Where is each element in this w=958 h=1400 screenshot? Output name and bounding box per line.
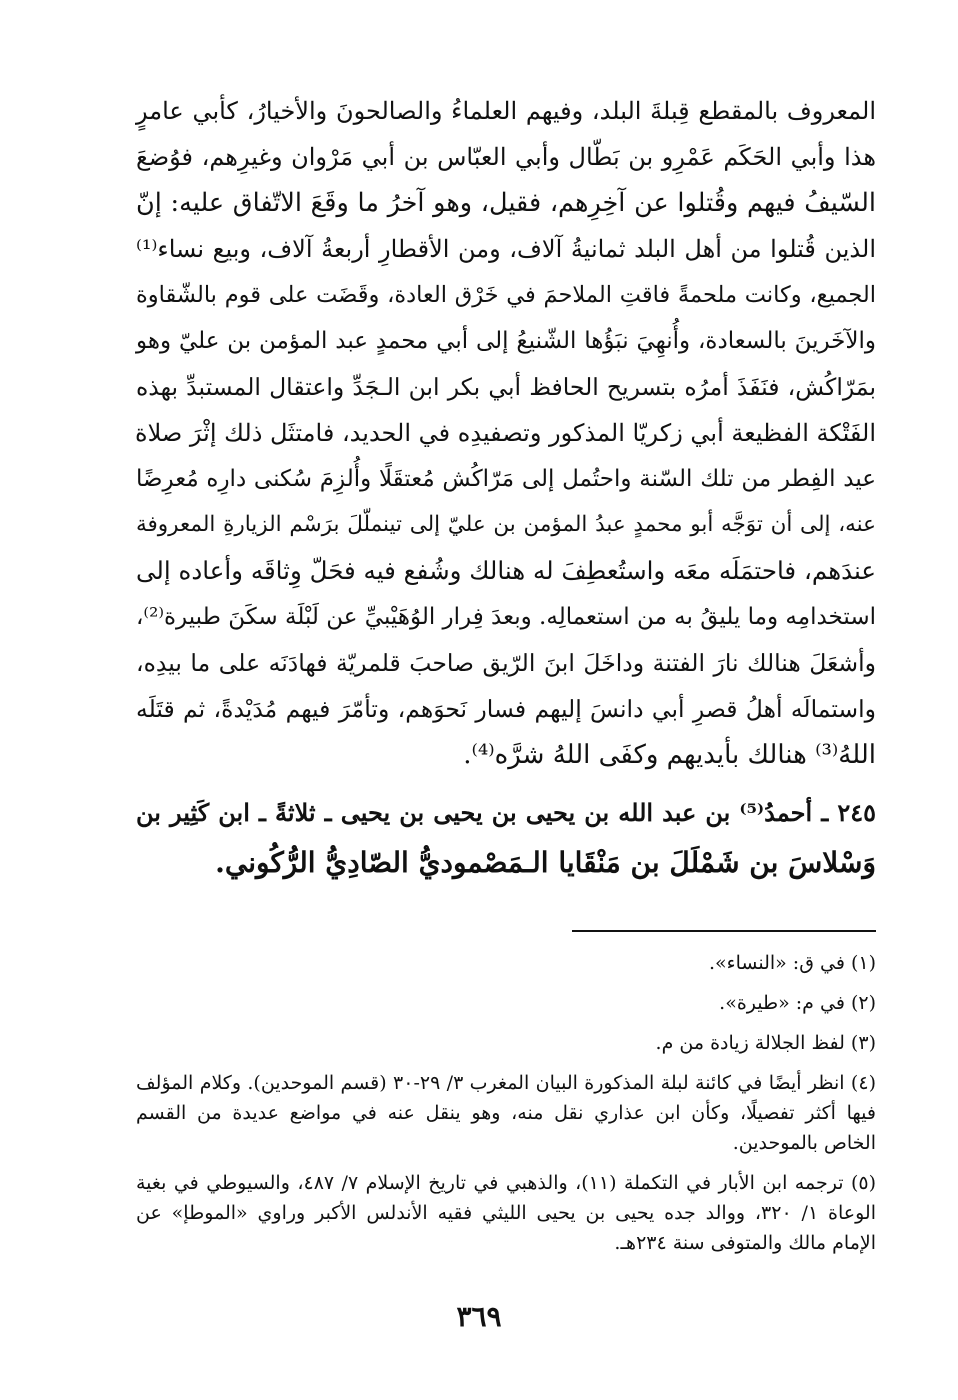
body-line: السّيفُ فيهم وقُتلوا عن آخِرِهم، فقيل، وهو آخرُ ما وقَعَ الاتّفاق عليه: إنّ xyxy=(136,188,876,218)
footnote-line: الإمام مالك والمتوفى سنة ٢٣٤هـ. xyxy=(614,1232,876,1254)
body-line: عيد الفِطر من تلك السّنة واحتُمل إلى مَرّاكُش مُعتقَلًا وأُلزِمَ سُكنى دارِه مُعرِضًا xyxy=(136,466,876,492)
footnote xyxy=(136,988,876,1018)
entry-heading-line: ٢٤٥ ـ أحمدُ⁽⁵⁾ بن عبد الله بن يحيى بن يحيى بن يحيى ـ ثلاثةً ـ ابن كَثِير بن xyxy=(136,798,876,827)
footnote xyxy=(136,1028,876,1058)
body-line: عنه، إلى أن توَجَّه أبو محمدٍ عبدُ المؤمن بن عليّ إلى تينملّلَ برَسْم الزيارةِ المعروفة xyxy=(136,512,876,537)
body-line: استخدامِه وما يليقُ به من استعمالِه. وبعدَ فِرار الوُهَيْبيِّ عن لَبْلَة سكَنَ طبيرة⁽²⁾، xyxy=(136,604,876,630)
body-line: واستمالَه أهلُ قصرِ أبي دانسَ إليهم فسار نَحوَهم، وتأمّرَ فيهم مُدَيْدةً، ثم قتَلَه xyxy=(136,695,876,723)
footnotes xyxy=(136,948,876,1258)
footnote xyxy=(136,1068,876,1158)
footnote-line: فيها أكثر تفصيلًا، وكأن ابن عذاري نقل منه، وهو ينقل عنه في مواضع عديدة من القسم xyxy=(136,1102,876,1124)
body-line: والآخَرينَ بالسعادة، وأُنهِيَ نبَؤُها الشّنيعُ إلى أبي محمدٍ عبد المؤمن بن عليّ وهو xyxy=(136,328,876,354)
body-line: عندَهم، فاحتمَلَه معَه واستُعطِفَ له هنالك وشُفع فيه فحَلّ وِثاقَه وأعاده إلى xyxy=(136,556,876,585)
body-line: وأشعَلَ هنالك نارَ الفتنة وداخَلَ ابنَ الرّيق صاحبَ قلمريّة فهادَنَه على ما بيدِه، xyxy=(136,649,876,677)
body-line: الذين قُتلوا من أهل البلد ثمانيةُ آلاف، ومن الأقطارِ أربعةُ آلاف، وبيع نساء⁽¹⁾ xyxy=(136,235,876,263)
main-text xyxy=(136,88,876,888)
footnote-line: (١) في ق: «النساء». xyxy=(709,952,876,974)
footnote-divider xyxy=(572,930,876,932)
body-line: الفَتْكة الفظيعة أبي زكريّا المذكور وتصفيدِه في الحديد، فامتثَل ذلك إثْرَ صلاة xyxy=(135,419,876,447)
footnote-line: الوعاة ١/ ٣٢٠، ووالد جده يحيى بن يحيى الليثي فقيه الأندلس الأكبر وراوي «الموطإ» عن xyxy=(136,1202,876,1224)
footnote xyxy=(136,1168,876,1258)
page-number: ٣٦٩ xyxy=(456,1300,502,1333)
footnote-line: (٣) لفظ الجلالة زيادة من م. xyxy=(655,1032,876,1054)
body-line: الجميع، وكانت ملحمةً فاقتِ الملاحمَ في خَرْق العادة، وقَضَت على قوم بالشّقاوة xyxy=(136,282,876,308)
body-line: المعروف بالمقطع قِبلةَ البلد، وفيهم العلماءُ والصالحونَ والأخيارُ، كأبي عامرٍ xyxy=(136,97,876,125)
entry-heading-line: وَسْلاسَ بن شَمْلَلَ بن مَنْقَايا الـمَصْموديُّ الصّادِيُّ الرُّكُوني. xyxy=(215,846,876,879)
footnote-line: (٢) في م: «طيرة». xyxy=(719,992,876,1014)
body-line: بمَرّاكُش، فنَفَذَ أمرُه بتسريح الحافظ أبي بكر ابن الـجَدِّ واعتقال المستبدِّ بهذه xyxy=(136,373,876,401)
footnote-line: (٤) انظر أيضًا في كائنة لبلة المذكورة البيان المغرب ٣/ ٢٩-٣٠ (قسم الموحدين). وكلام المؤلف xyxy=(136,1072,876,1094)
body-line: هذا وأبي الحَكَم عَمْرِو بن بَطّال وأبي العبّاس بن أبي مَرْوان وغيرِهم، فوُضعَ xyxy=(136,143,876,171)
footnote-line: (٥) ترجمه ابن الأبار في التكملة (١١)، والذهبي في تاريخ الإسلام ٧/ ٤٨٧، والسيوطي في بغية xyxy=(136,1172,876,1194)
footnote xyxy=(136,948,876,978)
body-line: اللهُ⁽³⁾ هنالك بأيديهم وكفَى اللهُ شرَّه⁽⁴⁾. xyxy=(463,740,876,770)
footnote-line: الخاص بالموحدين. xyxy=(732,1132,876,1154)
